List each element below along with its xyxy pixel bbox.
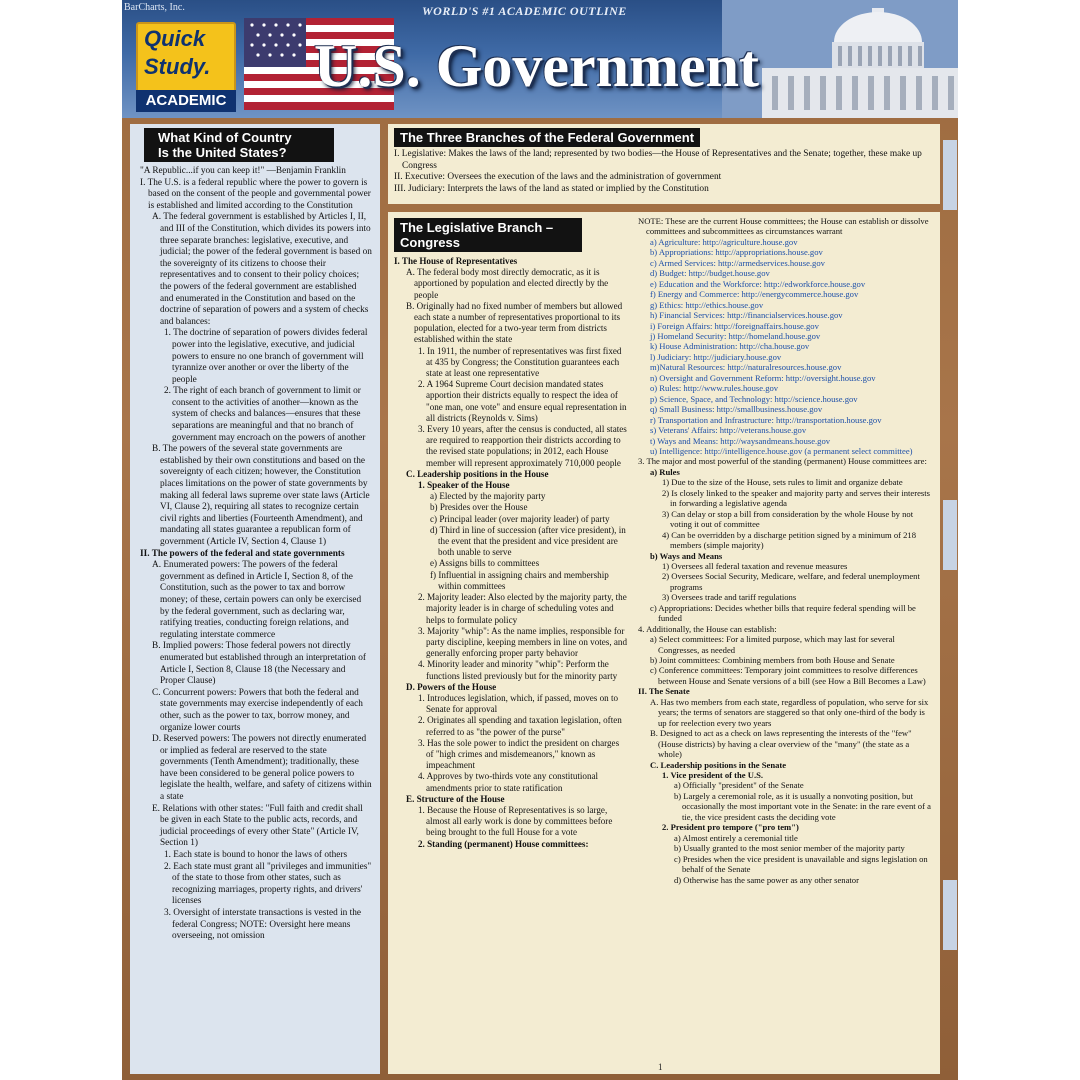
text-line: III. Judiciary: Interprets the laws of the land as stated or implied by the Constitution xyxy=(394,183,709,194)
text-line: 3. Has the sole power to indict the president on charges of "high crimes and misdemeanors," known as impeachment xyxy=(418,737,620,771)
text-line: 3) Can delay or stop a bill from consideration by the whole House by not voting it out of committee xyxy=(662,508,914,530)
committee-link[interactable]: l) Judiciary: http://judiciary.house.gov xyxy=(650,351,782,362)
text-line: b) Joint committees: Combining members from both House and Senate xyxy=(650,655,895,666)
text-line: 1) Oversees all federal taxation and revenue measures xyxy=(662,560,848,571)
page-number: 1 xyxy=(658,1062,663,1072)
committee-link[interactable]: a) Agriculture: http://agriculture.house.gov xyxy=(650,236,798,247)
text-line: 1. Speaker of the House xyxy=(418,480,510,491)
text-line: 2. Originates all spending and taxation legislation, often referred to as "the power of the purse" xyxy=(418,715,622,737)
text-line: a) Select committees: For a limited purpose, which may last for several Congresses, as needed xyxy=(650,634,895,655)
text-line: B. Designed to act as a check on laws representing the interests of the "few" (House districts) by having a clear overview of the "many" (the state as a whole) xyxy=(650,728,912,760)
left-section-title xyxy=(144,128,334,162)
text-line: A. Enumerated powers: The powers of the federal government as defined in Article I, Section 8, of the Constitution, such as the power to tax and borrow money; of these, certain powers can only be exercised by the federal government, such as declaring war, ratifying treaties, conducting foreign relations, and regulating interstate commerce xyxy=(152,560,362,640)
committee-link[interactable]: o) Rules: http://www.rules.house.gov xyxy=(650,383,779,394)
tagline: WORLD'S #1 ACADEMIC OUTLINE xyxy=(422,4,627,18)
text-line: c) Conference committees: Temporary joint committees to resolve differences between House and Senate versions of a bill (see How a Bill Becomes a Law) xyxy=(650,665,926,686)
side-tab xyxy=(943,140,957,210)
text-line: A. The federal government is established by Articles I, II, and III of the Constitution, which divides its powers into three separate branches: legislative, executive, and judicial; the power of the federal government is based on the sovereignty of its citizens to choose their representatives and to consent to their policy choices; the powers of the federal government are established and enumerated in the Constitution and based on the doctrine of separation of powers and a system of checks and balances: xyxy=(152,212,372,327)
text-line: II. The Senate xyxy=(638,686,690,697)
text-line: C. Concurrent powers: Powers that both the federal and state governments may exercise independently of each other, such as the power to tax, borrow money, and organize lower courts xyxy=(152,687,363,733)
text-line: b) Presides over the House xyxy=(430,502,528,513)
laminated-guide-sheet xyxy=(122,0,958,1080)
text-line: a) Rules xyxy=(650,466,680,477)
text-line: B. The powers of the several state governments are established by their own constitutions and based on the sovereignty of each citizen; however, the Constitution places limitations on the power of state governments by making all federal laws supreme over state laws (Article VI, Clause 2), requiring all states to recognize certain civil rights and liberties (Fourteenth Amendment), and mandating all states guarantee a republican form of government (Article IV, Section 4, Clause 1) xyxy=(152,444,370,547)
text-line: 2. A 1964 Supreme Court decision mandated states apportion their districts equally to respect the idea of "one man, one vote" and ensure equal representation in all districts (Reynolds v. Sims) xyxy=(418,379,627,423)
text-line: C. Leadership positions in the House xyxy=(406,468,549,479)
text-line: a) Officially "president" of the Senate xyxy=(674,780,804,791)
side-tabs xyxy=(942,140,958,1040)
committee-link[interactable]: t) Ways and Means: http://waysandmeans.house.gov xyxy=(650,435,831,446)
text-line: 3. Every 10 years, after the census is conducted, all states are required to reapportion their districts according to the revised state populations; in 2012, each House member will represent approximately 710,000 people xyxy=(418,424,627,468)
text-line: 2. Majority leader: Also elected by the majority party, the majority leader is in charge of scheduling votes and helps to formulate policy xyxy=(418,592,627,625)
page-title: U.S. Government xyxy=(314,33,759,99)
left-section-title-line-2: Is the United States? xyxy=(158,145,287,160)
committee-link[interactable]: n) Oversight and Government Reform: http://oversight.house.gov xyxy=(650,372,876,383)
text-line: II. The powers of the federal and state governments xyxy=(140,548,345,559)
text-line: b) Usually granted to the most senior member of the majority party xyxy=(674,843,905,854)
legislative-column-2-body xyxy=(634,216,934,885)
text-line: 1. Vice president of the U.S. xyxy=(662,770,764,781)
text-line: 1. The doctrine of separation of powers divides federal power into the legislative, executive, and judicial powers to ensure no one branch of government will tyrannize over another or over the liberty of the people xyxy=(164,328,368,385)
text-line: 2. Each state must grant all "privileges and immunities" of the state to those from other states, such as recognizing marriages, property rights, and drivers' licenses xyxy=(164,861,372,907)
committee-link[interactable]: b) Appropriations: http://appropriations.house.gov xyxy=(650,247,823,258)
text-line: d) Third in line of succession (after vice president), in the event that the president and vice president are both unable to serve xyxy=(430,524,626,558)
text-line: 2) Is closely linked to the speaker and majority party and serves their interests in forwarding a legislative agenda xyxy=(662,487,930,509)
committee-link[interactable]: j) Homeland Security: http://homeland.house.gov xyxy=(650,330,821,341)
committee-link[interactable]: e) Education and the Workforce: http://edworkforce.house.gov xyxy=(650,278,866,289)
committee-link[interactable]: f) Energy and Commerce: http://energycommerce.house.gov xyxy=(650,289,859,300)
left-section-body xyxy=(130,166,380,943)
legislative-header xyxy=(388,212,632,256)
legislative-title-line-2: Congress xyxy=(400,235,460,250)
committee-link[interactable]: g) Ethics: http://ethics.house.gov xyxy=(650,299,764,310)
branches-body xyxy=(388,149,940,195)
logo-academic-label: ACADEMIC xyxy=(136,90,236,112)
text-line: 3) Oversees trade and tariff regulations xyxy=(662,592,797,603)
legislative-branch-panel xyxy=(388,212,940,1074)
text-line: 2. President pro tempore ("pro tem") xyxy=(662,822,799,833)
text-line: C. Leadership positions in the Senate xyxy=(650,759,787,770)
text-line: 1. Each state is bound to honor the laws of others xyxy=(164,850,348,861)
text-line: a) Elected by the majority party xyxy=(430,491,546,502)
text-line: 4) Can be overridden by a discharge petition signed by a minimum of 218 members (simple majority) xyxy=(662,529,917,551)
left-section-title-line-1: What Kind of Country xyxy=(158,130,292,145)
text-line: 1) Due to the size of the House, sets rules to limit and organize debate xyxy=(662,477,903,488)
left-column-panel xyxy=(130,124,380,1074)
text-line: A. Has two members from each state, regardless of population, who serve for six years; the terms of senators are staggered so that only one-third of the body is up for reelection every two years xyxy=(650,696,929,728)
text-line: c) Presides when the vice president is unavailable and signs legislation on behalf of the Senate xyxy=(674,853,928,875)
text-line: 2. Standing (permanent) House committees: xyxy=(418,838,589,849)
text-line: d) Otherwise has the same power as any other senator xyxy=(674,874,859,885)
text-line: 4. Approves by two-thirds vote any constitutional amendments prior to state ratification xyxy=(418,771,599,793)
legislative-title-line-1: The Legislative Branch – xyxy=(400,220,554,235)
text-line: 1. In 1911, the number of representatives was first fixed at 435 by Congress; the Constitution guarantees each state at least one representative xyxy=(418,345,622,379)
text-line: "A Republic...if you can keep it!" —Benjamin Franklin xyxy=(140,166,346,176)
committee-link[interactable]: m)Natural Resources: http://naturalresources.house.gov xyxy=(650,362,842,373)
text-line: I. The House of Representatives xyxy=(394,256,518,266)
logo-line-1: Quick xyxy=(144,26,206,51)
text-line: b) Ways and Means xyxy=(650,550,723,561)
text-line: 4. Additionally, the House can establish: xyxy=(638,623,777,634)
text-line: E. Relations with other states: "Full faith and credit shall be given in each State to the public acts, records, and judicial proceedings of every other State" (Article IV, Section 1) xyxy=(152,803,363,849)
committee-link[interactable]: d) Budget: http://budget.house.gov xyxy=(650,268,770,279)
text-line: b) Largely a ceremonial role, as it is usually a nonvoting position, but occasionally the most important vote in the Senate: in the rare event of a tie, the vice president casts the deciding vote xyxy=(674,790,931,822)
text-line: 1. Introduces legislation, which, if passed, moves on to Senate for approval xyxy=(418,692,619,715)
text-line: 3. Majority "whip": As the name implies, responsible for party discipline, keeping members in line on votes, and generally enforcing proper party behavior xyxy=(418,625,628,659)
text-line: B. Originally had no fixed number of members but allowed each state a number of representatives proportional to its population, elected for a two-year term from districts established within the state xyxy=(406,300,623,345)
text-line: 4. Minority leader and minority "whip": Perform the functions listed previously but for the minority party xyxy=(418,659,618,681)
legislative-column-2 xyxy=(634,216,934,1066)
header-banner xyxy=(122,0,958,118)
branches-header xyxy=(388,124,940,149)
text-line: 1. Because the House of Representatives is so large, almost all early work is done by committees before being brought to the full House for a vote xyxy=(418,804,613,838)
text-line: 3. The major and most powerful of the standing (permanent) House committees are: xyxy=(638,456,927,467)
legislative-column-1-body xyxy=(388,256,632,850)
text-line: A. The federal body most directly democratic, as it is apportioned by population and elected directly by the people xyxy=(406,267,609,300)
text-line: 3. Oversight of interstate transactions is vested in the federal Congress; NOTE: Oversight here means overseeing, not omission xyxy=(164,908,361,942)
text-line: D. Powers of the House xyxy=(406,681,497,692)
committee-link[interactable]: c) Armed Services: http://armedservices.house.gov xyxy=(650,257,825,268)
text-line: e) Assigns bills to committees xyxy=(430,558,540,569)
text-line: a) Almost entirely a ceremonial title xyxy=(674,832,798,843)
text-line: I. Legislative: Makes the laws of the land; represented by two bodies—the House of Representatives and the Senate; together, these make up Congress xyxy=(394,149,922,171)
committee-link[interactable]: u) Intelligence: http://intelligence.house.gov (a permanent select committee) xyxy=(650,445,913,456)
text-line: c) Appropriations: Decides whether bills that require federal spending will be funded xyxy=(650,602,916,624)
text-line: I. The U.S. is a federal republic where the power to govern is based on the consent of the people and governmental power is established and limited according to the Constitution xyxy=(140,177,371,211)
publisher-name: BarCharts, Inc. xyxy=(124,2,185,13)
text-line: B. Implied powers: Those federal powers not directly enumerated but established through an interpretation of Article I, Section 8, Clause 18 (the Necessary and Proper Clause) xyxy=(152,641,367,687)
text-line: 2. The right of each branch of government to limit or consent to the activities of another—known as the system of checks and balances—ensures that these separations are meaningful and that no branch of government may encroach on the powers of another xyxy=(164,386,366,443)
committee-link[interactable]: r) Transportation and Infrastructure: http://transportation.house.gov xyxy=(650,414,882,425)
text-line: D. Reserved powers: The powers not directly enumerated or implied as federal are reserved to the state governments (Tenth Amendment); traditionally, these have been considered to be general police powers to legislate the health, welfare, and safety of citizens within a state xyxy=(152,734,372,803)
committee-link[interactable]: q) Small Business: http://smallbusiness.house.gov xyxy=(650,404,823,415)
branches-section-title: The Three Branches of the Federal Government xyxy=(394,128,700,147)
committee-link[interactable]: i) Foreign Affairs: http://foreignaffairs.house.gov xyxy=(650,320,819,331)
left-panel-header xyxy=(130,124,380,166)
text-line: NOTE: These are the current House committees; the House can establish or dissolve committees and subcommittees as circumstances warrant xyxy=(638,216,929,237)
text-line: 2) Oversees Social Security, Medicare, welfare, and federal unemployment programs xyxy=(662,571,920,592)
logo-line-2: Study. xyxy=(144,54,211,79)
committee-link[interactable]: k) House Administration: http://cha.house.gov xyxy=(650,341,810,352)
legislative-section-title xyxy=(394,218,582,252)
legislative-column-1 xyxy=(388,212,632,1062)
text-line: E. Structure of the House xyxy=(406,793,505,804)
text-line: II. Executive: Oversees the execution of the laws and the administration of government xyxy=(394,172,722,183)
text-line: c) Principal leader (over majority leader) of party xyxy=(430,513,610,524)
text-line: f) Influential in assigning chairs and membership within committees xyxy=(430,569,609,591)
three-branches-panel xyxy=(388,124,940,204)
side-tab xyxy=(943,500,957,570)
side-tab xyxy=(943,880,957,950)
committee-link[interactable]: h) Financial Services: http://financialservices.house.gov xyxy=(650,310,843,321)
committee-link[interactable]: s) Veterans' Affairs: http://veterans.house.gov xyxy=(650,425,807,436)
committee-link[interactable]: p) Science, Space, and Technology: http://science.house.gov xyxy=(650,393,858,404)
quickstudy-logo xyxy=(136,22,236,94)
